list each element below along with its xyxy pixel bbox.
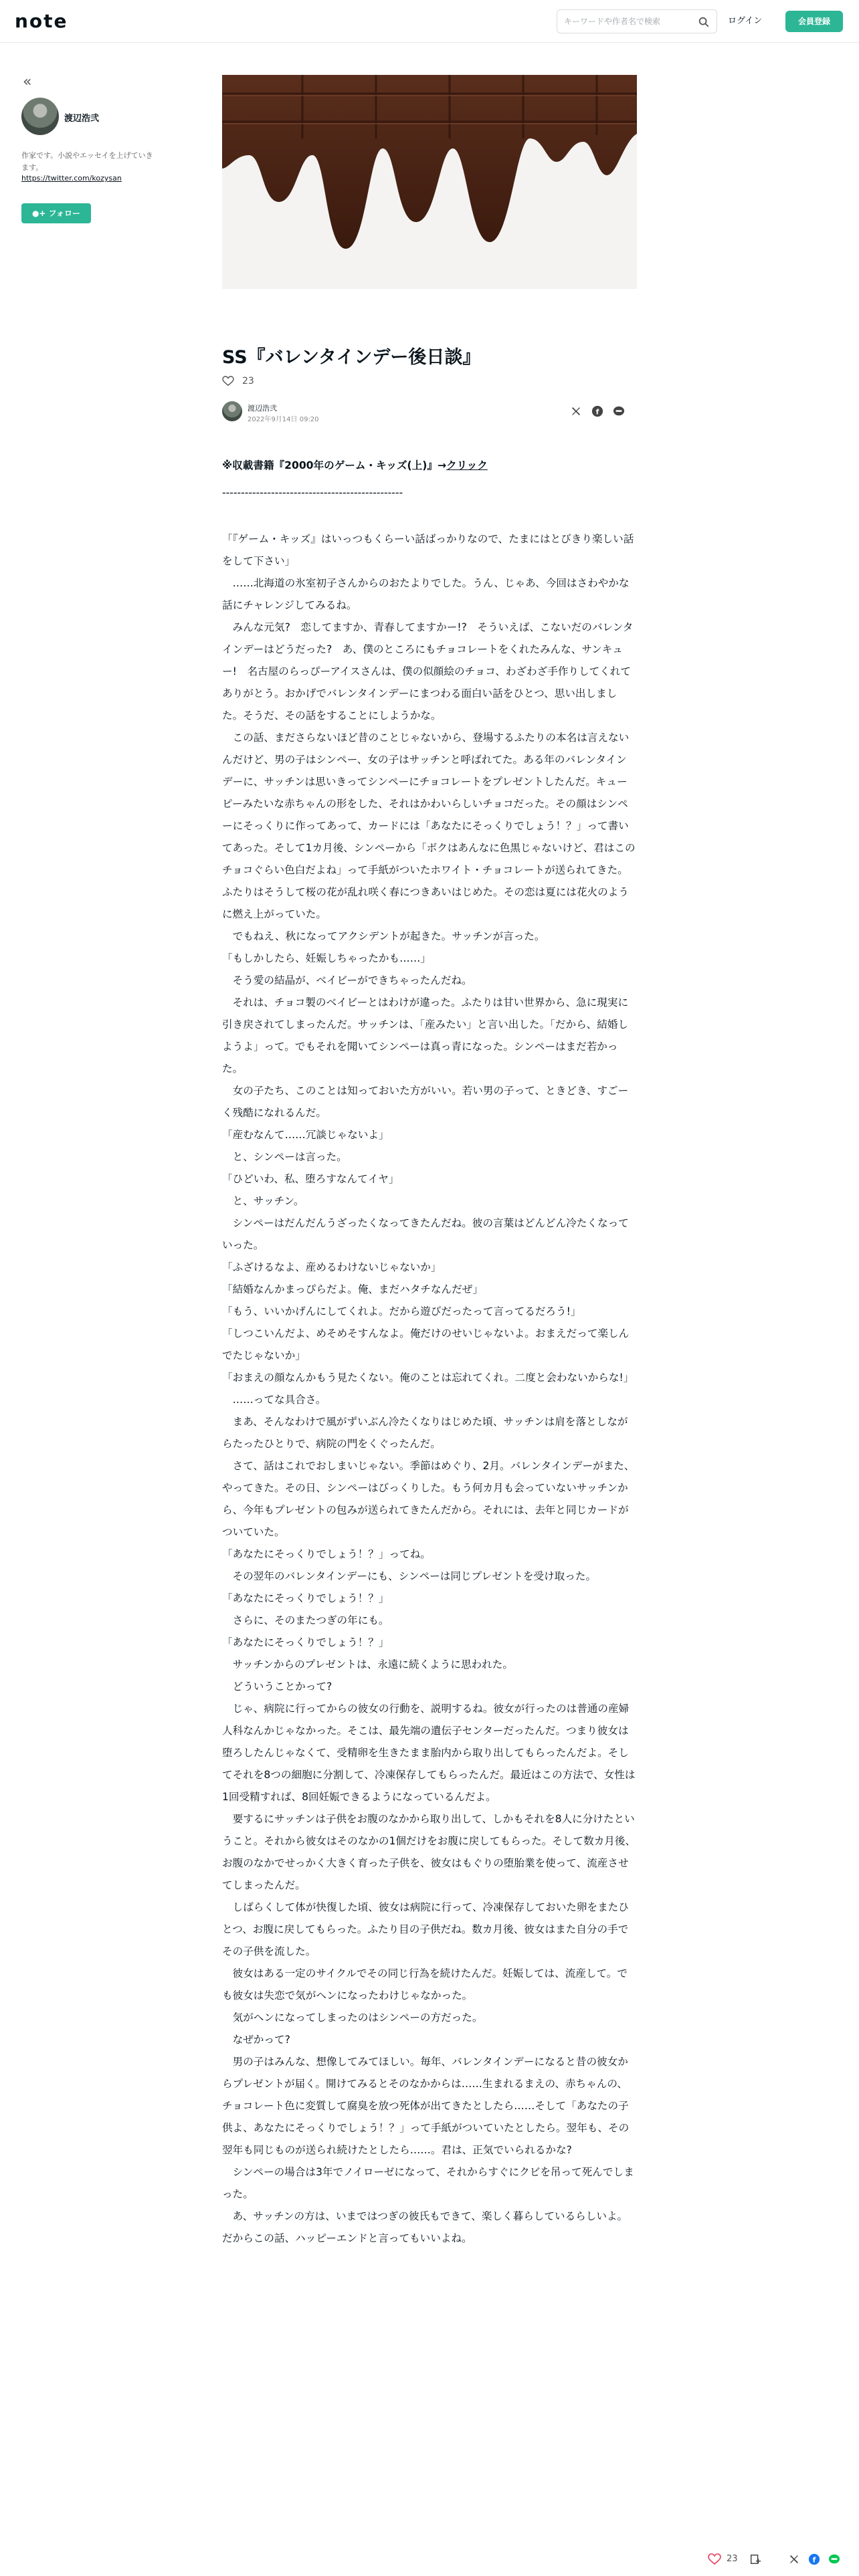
post-date: 2022年9月14日 09:20	[248, 416, 319, 423]
melting-chocolate-image	[222, 75, 637, 289]
article-paragraph: この話、まださらないほど昔のことじゃないから、登場するふたりの本名は言えないんだけど、男の子はシンペー、女の子はサッチンと呼ばれてた。ある年のバレンタインデーに、サッチンは思いきってシンペーにチョコレートをプレゼントしたんだ。キューピーみたいな赤ちゃんの形をした、それはかわいらしいチョコだった。その顔はシンペーにそっくりに作ってあって、カードには「あなたにそっくりでしょう！？」って書いてあった。そして1カ月後、シンペーから「ボクはあんなに色黒じゃないけど、君はこのチョコぐらい色白だよね」って手紙がついたホワイト・チョコレートが送られてきた。ふたりはそうして桜の花が乱れ咲く春につきあいはじめた。その恋は夏には花火のように燃え上がっていた。	[222, 732, 636, 920]
article-paragraph: あ、サッチンの方は、いまではつぎの彼氏もできて、楽しく暮らしているらしいよ。だからこの話、ハッピーエンドと言ってもいいよね。	[222, 2210, 628, 2244]
line-share-icon[interactable]	[828, 2553, 840, 2565]
article-paragraph: ……北海道の氷室初子さんからのおたよりでした。うん、じゃあ、今回はさわやかな話にチャレンジしてみるね。	[222, 577, 630, 611]
article-paragraph: 「あなたにそっくりでしょう！？」ってね。	[222, 1548, 431, 1560]
search-icon[interactable]	[698, 16, 710, 28]
book-link[interactable]: クリック	[446, 459, 488, 471]
article-paragraph: みんな元気? 恋してますか、青春してますかー!? そういえば、こないだのバレンタインデーはどうだった? あ、僕のところにもチョコレートをくれたみんな、サンキュー! 名古屋のらっぴーアイスさんは、僕の似顔絵のチョコ、わざわざ手作りしてくれてありがとう。おかげでバレンタインデーにまつわる面白い話をひとつ、思い出しました。そうだ、その話をすることにしようかな。	[222, 621, 634, 722]
author-bio: 作家です。小説やエッセイを上げていきます。	[21, 151, 153, 172]
svg-text:f: f	[812, 2555, 816, 2565]
byline-author[interactable]: 渡辺浩弐	[248, 404, 277, 413]
login-link[interactable]: ログイン	[728, 16, 763, 26]
like-count: 23	[242, 376, 254, 387]
article-paragraph: 気がヘンになってしまったのはシンペーの方だった。	[222, 2012, 483, 2024]
note-logo[interactable]: note	[15, 10, 68, 32]
x-share-icon[interactable]	[788, 2553, 800, 2565]
article-paragraph: 「『ゲーム・キッズ』はいっつもくらーい話ばっかりなので、たまにはとびきり楽しい話をして下さい」	[222, 533, 634, 567]
article-paragraph: 彼女はある一定のサイクルでその同じ行為を続けたんだ。妊娠しては、流産して。でも彼女は失恋で気がヘンになったわけじゃなかった。	[222, 1967, 628, 2002]
x-share-icon[interactable]	[570, 405, 582, 417]
post-title: SS『バレンタインデー後日談』	[222, 347, 481, 368]
facebook-share-icon[interactable]	[808, 2553, 820, 2565]
article-paragraph: 「もう、いいかげんにしてくれよ。だから遊びだったって言ってるだろう!」	[222, 1305, 581, 1317]
article-paragraph: と、シンペーは言った。	[222, 1151, 347, 1163]
article-paragraph: 「もしかしたら、妊娠しちゃったかも……」	[222, 952, 431, 964]
article-paragraph: 「結婚なんかまっぴらだよ。俺、まだハタチなんだぜ」	[222, 1283, 483, 1295]
article-paragraph: 「あなたにそっくりでしょう！？」	[222, 1636, 389, 1648]
svg-text:f: f	[595, 407, 599, 417]
author-link[interactable]: https://twitter.com/kozysan	[21, 174, 122, 183]
article-paragraph: さらに、そのまたつぎの年にも。	[222, 1614, 389, 1626]
search-box[interactable]	[557, 9, 717, 33]
site-header	[0, 0, 859, 43]
chevron-double-left-icon[interactable]: «	[23, 74, 32, 90]
article-paragraph: 「ふざけるなよ、産めるわけないじゃないか」	[222, 1261, 442, 1273]
article-paragraph: シンペーの場合は3年でノイローゼになって、それからすぐにクビを吊って死んでしまった。	[222, 2166, 634, 2200]
author-avatar[interactable]	[21, 98, 59, 135]
heart-icon[interactable]	[708, 2553, 721, 2565]
search-input[interactable]	[564, 15, 691, 27]
article-paragraph: さて、話はこれでおしまいじゃない。季節はめぐり、2月。バレンタインデーがまた、やってきた。その日、シンペーはびっくりした。もう何カ月も会っていないサッチンから、今年もプレゼントの包みが送られてきたんだから。それには、去年と同じカードがついていた。	[222, 1460, 635, 1538]
article-paragraph: 「おまえの顔なんかもう見たくない。俺のことは忘れてくれ。二度と会わないからな!」	[222, 1372, 634, 1384]
article-paragraph: その翌年のバレンタインデーにも、シンペーは同じプレゼントを受け取った。	[222, 1570, 597, 1582]
bottom-like-count: 23	[727, 2554, 738, 2564]
follow-user-icon: ●+	[31, 209, 49, 218]
article-paragraph: そう愛の結晶が、ベイビーができちゃったんだね。	[222, 974, 472, 986]
book-link-prefix: ※収載書籍『2000年のゲーム・キッズ(上)』→	[222, 459, 447, 471]
article-paragraph: 「あなたにそっくりでしょう！？」	[222, 1592, 389, 1604]
article-paragraph: 要するにサッチンは子供をお腹のなかから取り出して、しかもそれを8人に分けたということ。それから彼女はそのなかの1個だけをお腹に戻してもらった。そして数カ月後、お腹のなかでせっかく大きく育った子供を、彼女はもぐりの堕胎業を使って、流産させてしまったんだ。	[222, 1813, 636, 1891]
line-share-icon[interactable]	[613, 405, 625, 417]
bottom-action-bar	[702, 2549, 859, 2569]
article-paragraph: 「産むなんて……冗談じゃないよ」	[222, 1129, 389, 1141]
article-paragraph: それは、チョコ製のベイビーとはわけが違った。ふたりは甘い世界から、急に現実に引き戻されてしまったんだ。サッチンは、「産みたい」と言い出した。「だから、結婚しようよ」って。でもそれを聞いてシンペーは真っ青になった。シンペーはまだ若かった。	[222, 996, 629, 1075]
separator: ------------------------------------------------	[222, 487, 403, 499]
article-paragraph: まあ、そんなわけで風がずいぶん冷たくなりはじめた頃、サッチンは肩を落としながらたったひとりで、病院の門をくぐったんだ。	[222, 1416, 628, 1450]
article-paragraph: なぜかって?	[222, 2034, 290, 2046]
article-paragraph: 「しつこいんだよ、めそめそすんなよ。俺だけのせいじゃないよ。おまえだって楽しんでたじゃないか」	[222, 1327, 630, 1362]
article-paragraph: と、サッチン。	[222, 1195, 304, 1207]
article-paragraph: ……ってな具合さ。	[222, 1394, 326, 1406]
article-body	[222, 455, 637, 2250]
article-paragraph: サッチンからのプレゼントは、永遠に続くように思われた。	[222, 1658, 513, 1671]
article-paragraphs	[222, 528, 637, 2250]
article-paragraph: どういうことかって?	[222, 1681, 332, 1693]
book-link-line	[222, 455, 637, 477]
heart-icon[interactable]	[222, 376, 234, 387]
magazine-add-icon[interactable]	[749, 2553, 761, 2565]
article-paragraph: でもねえ、秋になってアクシデントが起きた。サッチンが言った。	[222, 930, 545, 942]
follow-button[interactable]	[21, 203, 91, 223]
article-paragraph: 「ひどいわ、私、堕ろすなんてイヤ」	[222, 1173, 399, 1185]
article-paragraph: しばらくして体が快復した頃、彼女は病院に行って、冷凍保存しておいた卵をまたひとつ、お腹に戻してもらった。ふたり目の子供だね。数カ月後、彼女はまた自分の手でその子供を流した。	[222, 1901, 629, 1957]
article-paragraph: シンペーはだんだんうざったくなってきたんだね。彼の言葉はどんどん冷たくなっていった。	[222, 1217, 629, 1251]
follow-label: フォロー	[48, 209, 81, 218]
like-row	[222, 376, 254, 387]
article-paragraph: 女の子たち、このことは知っておいた方がいい。若い男の子って、ときどき、すごーく残酷になれるんだ。	[222, 1085, 629, 1119]
facebook-share-icon[interactable]	[591, 405, 603, 417]
article-paragraph: じゃ、病院に行ってからの彼女の行動を、説明するね。彼女が行ったのは普通の産婦人科なんかじゃなかった。そこは、最先端の遺伝子センターだったんだ。つまり彼女は堕ろしたんじゃなくて、受精卵を生きたまま胎内から取り出してもらったんだよ。そしてそれを8つの細胞に分割して、冷凍保存してもらったんだ。最近はこの方法で、女性は1回受精すれば、8回妊娠できるようになっているんだよ。	[222, 1703, 636, 1803]
signup-button[interactable]: 会員登録	[785, 11, 843, 32]
author-name[interactable]: 渡辺浩弐	[64, 114, 100, 124]
article-paragraph: 男の子はみんな、想像してみてほしい。毎年、バレンタインデーになると昔の彼女からプレゼントが届く。開けてみるとそのなかからは……生まれるまえの、赤ちゃんの、チョコレート色に変質して腐臭を放つ死体が出てきたとしたら……そして「あなたの子供よ、あなたにそっくりでしょう！？」って手紙がついていたとしたら。翌年も、その翌年も同じものが送られ続けたとしたら……。君は、正気でいられるかな?	[222, 2056, 630, 2156]
byline-avatar[interactable]	[222, 401, 242, 421]
